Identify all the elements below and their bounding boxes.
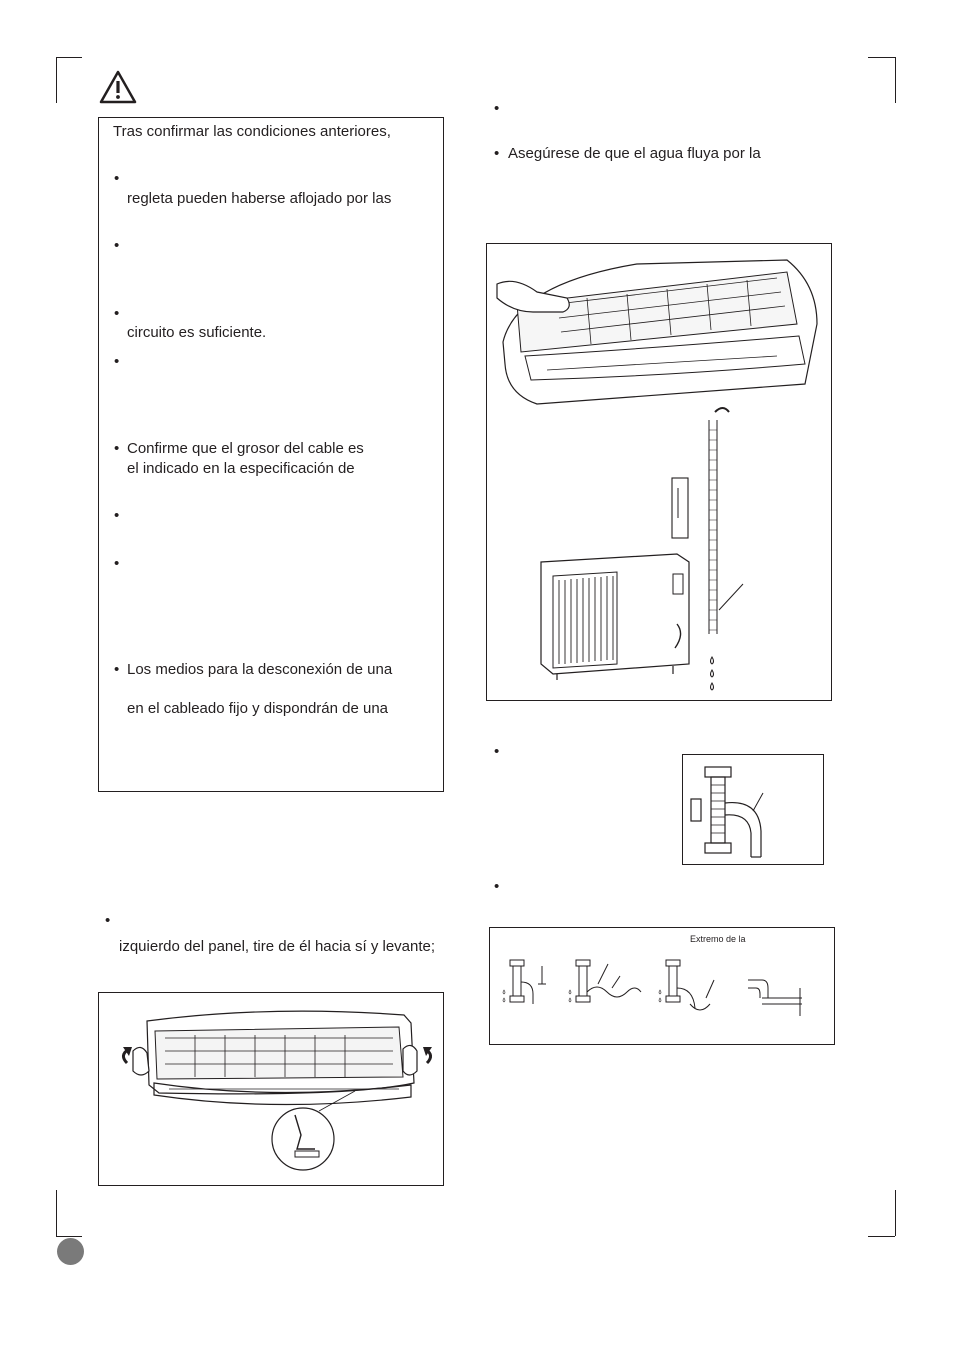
bullet: • xyxy=(114,555,120,572)
installation-drain-figure xyxy=(486,243,832,701)
crop-mark-bottom-right-v xyxy=(895,1190,896,1236)
water-flow-text: Asegúrese de que el agua fluya por la xyxy=(508,145,761,162)
panel-instruction-text: izquierdo del panel, tire de él hacia sí y levante; xyxy=(119,938,436,955)
warning-intro-text: Tras confirmar las condiciones anteriores, xyxy=(113,123,391,140)
crop-mark-bottom-left-v xyxy=(56,1190,57,1236)
warning-item-text: Los medios para la desconexión de una xyxy=(127,661,393,678)
bullet: • xyxy=(494,100,500,117)
warning-item-text: Confirme que el grosor del cable es xyxy=(127,440,364,457)
indoor-unit-open-illustration xyxy=(99,993,445,1187)
warning-item-text: circuito es suficiente. xyxy=(127,324,267,341)
crop-mark-bottom-left-h xyxy=(56,1236,82,1237)
drain-end-label: Extremo de la xyxy=(690,934,746,944)
bullet: • xyxy=(494,145,500,162)
drain-hose-examples-illustration xyxy=(490,928,836,1046)
bullet: • xyxy=(114,507,120,524)
crop-mark-top-left-v xyxy=(56,57,57,103)
warning-item-text: regleta pueden haberse aflojado por las xyxy=(127,190,392,207)
crop-mark-top-right-h xyxy=(868,57,895,58)
crop-mark-bottom-right-h xyxy=(868,1236,895,1237)
drain-pipe-bend-figure xyxy=(682,754,824,865)
bullet: • xyxy=(494,878,500,895)
bullet: • xyxy=(114,661,120,678)
crop-mark-top-left-h xyxy=(56,57,82,58)
bullet: • xyxy=(494,743,500,760)
bullet: • xyxy=(114,305,120,322)
crop-mark-top-right-v xyxy=(895,57,896,103)
indoor-unit-panel-figure xyxy=(98,992,444,1186)
warning-item-text: en el cableado fijo y dispondrán de una xyxy=(127,700,389,717)
bullet: • xyxy=(114,237,120,254)
drain-pipe-bend-illustration xyxy=(683,755,825,866)
drain-hose-examples-figure xyxy=(489,927,835,1045)
indoor-outdoor-unit-illustration xyxy=(487,244,833,702)
warning-item-text: el indicado en la especificación de xyxy=(127,460,355,477)
bullet: • xyxy=(105,912,111,929)
bullet: • xyxy=(114,170,120,187)
page-number-circle xyxy=(57,1238,84,1265)
warning-triangle-icon xyxy=(99,70,137,104)
bullet: • xyxy=(114,353,120,370)
bullet: • xyxy=(114,440,120,457)
